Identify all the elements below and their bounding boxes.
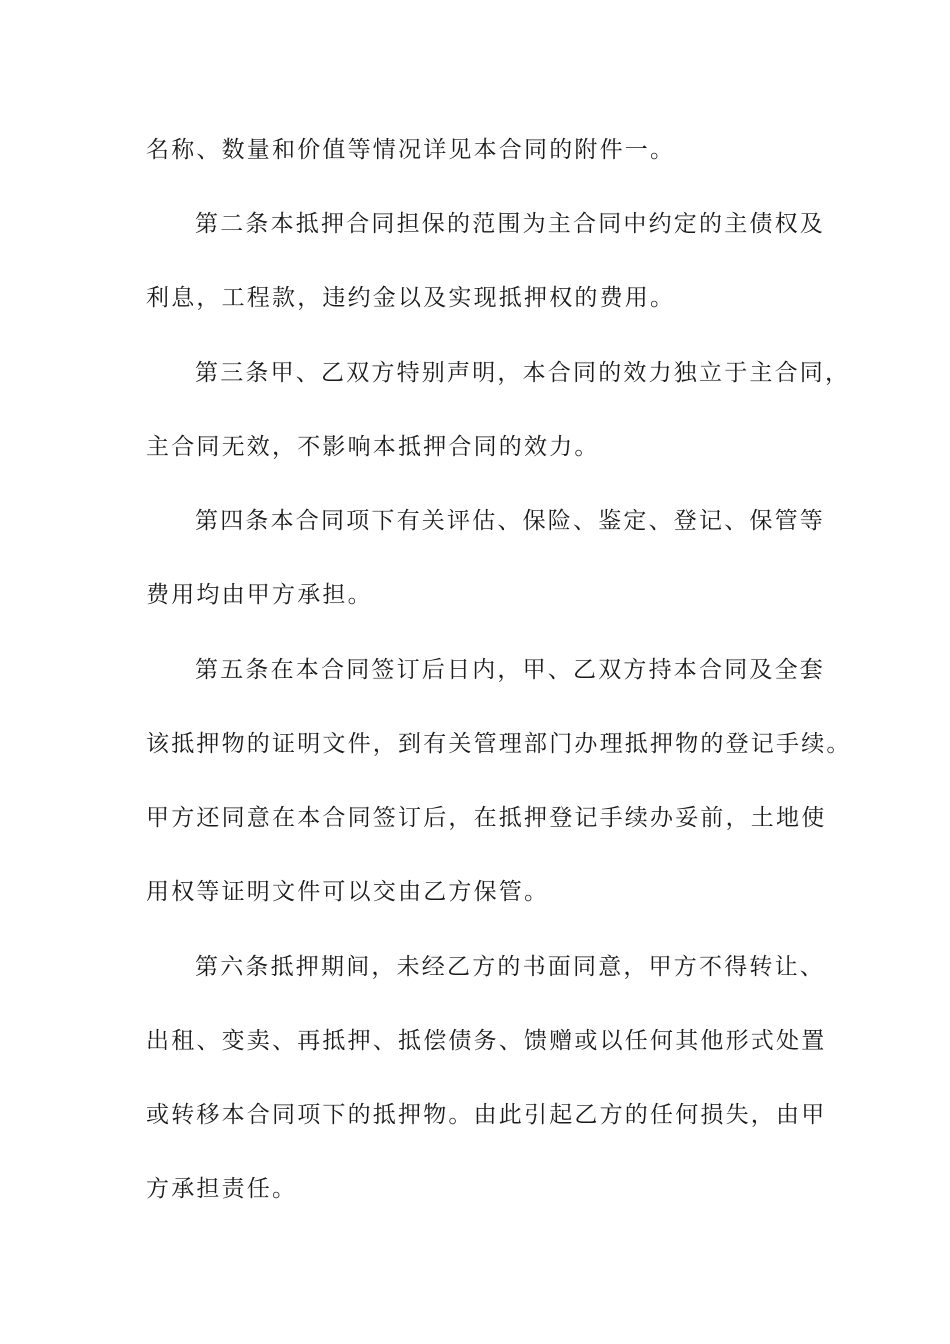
text-line: 第三条甲、乙双方特别声明，本合同的效力独立于主合同，	[195, 360, 851, 386]
text-line: 第六条抵押期间，未经乙方的书面同意，甲方不得转让、	[195, 954, 825, 980]
text-line: 该抵押物的证明文件，到有关管理部门办理抵押物的登记手续。	[146, 731, 852, 757]
text-line: 利息，工程款，违约金以及实现抵押权的费用。	[146, 285, 676, 311]
text-line: 或转移本合同项下的抵押物。由此引起乙方的任何损失，由甲	[146, 1102, 827, 1128]
text-line: 主合同无效，不影响本抵押合同的效力。	[146, 434, 600, 460]
text-line: 第二条本抵押合同担保的范围为主合同中约定的主债权及	[195, 211, 825, 237]
text-line: 第四条本合同项下有关评估、保险、鉴定、登记、保管等	[195, 508, 825, 534]
text-line: 名称、数量和价值等情况详见本合同的附件一。	[146, 137, 676, 163]
text-line: 甲方还同意在本合同签订后，在抵押登记手续办妥前，土地使	[146, 805, 827, 831]
text-line: 第五条在本合同签订后日内，甲、乙双方持本合同及全套	[195, 657, 825, 683]
text-line: 出租、变卖、再抵押、抵偿债务、馈赠或以任何其他形式处置	[146, 1028, 827, 1054]
text-line: 费用均由甲方承担。	[146, 582, 373, 608]
text-line: 用权等证明文件可以交由乙方保管。	[146, 879, 550, 905]
text-line: 方承担责任。	[146, 1176, 298, 1202]
